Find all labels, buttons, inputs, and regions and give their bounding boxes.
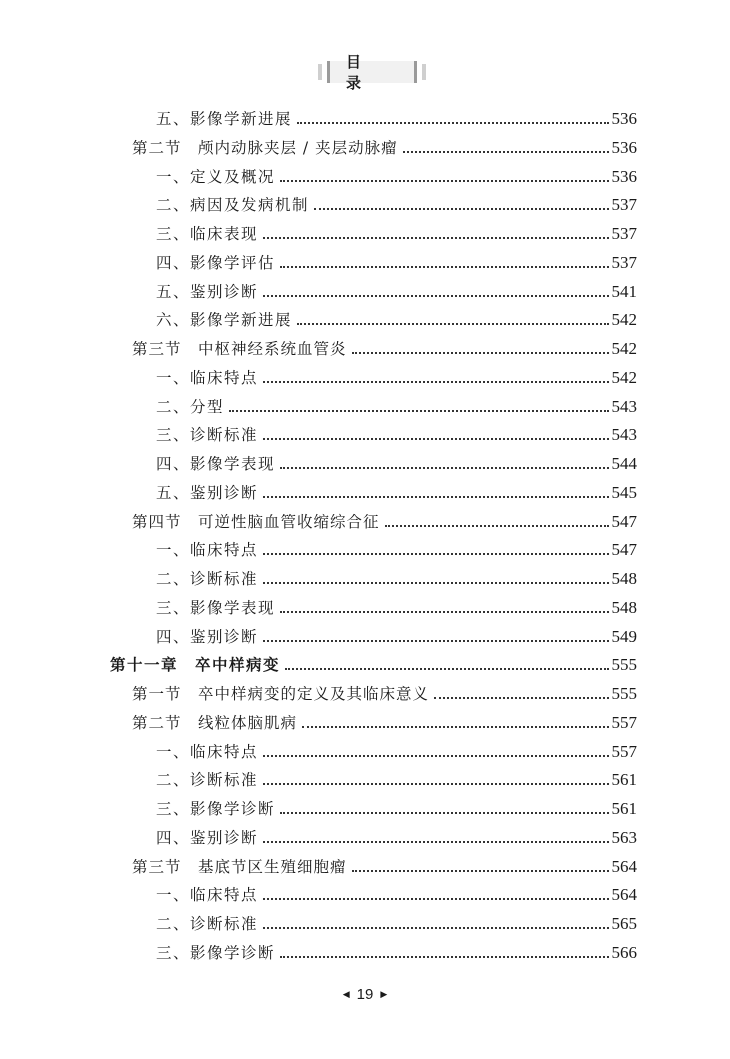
toc-entry-sub[interactable] bbox=[156, 940, 637, 966]
toc-entry-chap[interactable] bbox=[110, 652, 637, 678]
toc-entry-title: 六、影像学新进展 bbox=[156, 311, 293, 330]
dot-leader bbox=[263, 582, 608, 584]
toc-entry-title: 一、临床特点 bbox=[156, 886, 259, 905]
dot-leader bbox=[280, 956, 608, 958]
dot-leader bbox=[352, 352, 609, 354]
dot-leader bbox=[263, 640, 608, 642]
toc-entry-sub[interactable] bbox=[156, 624, 637, 650]
toc-entry-page: 557 bbox=[611, 741, 637, 761]
toc-entry-title: 三、临床表现 bbox=[156, 225, 259, 243]
page-header bbox=[0, 53, 730, 92]
dot-leader bbox=[280, 180, 608, 182]
toc-entry-page: 542 bbox=[611, 339, 637, 358]
toc-entry-page: 555 bbox=[611, 684, 637, 703]
toc-entry-page: 547 bbox=[611, 511, 637, 531]
dot-leader bbox=[297, 122, 608, 124]
toc-entry-sec[interactable] bbox=[132, 135, 637, 161]
toc-entry-page: 564 bbox=[611, 885, 637, 905]
toc-entry-title: 第二节 线粒体脑肌病 bbox=[132, 713, 298, 732]
toc-entry-title: 第三节 基底节区生殖细胞瘤 bbox=[132, 857, 347, 876]
page-footer bbox=[0, 986, 730, 1003]
toc-entry-sub[interactable] bbox=[156, 365, 637, 391]
header-left-bar bbox=[318, 64, 322, 80]
dot-leader bbox=[434, 697, 608, 699]
toc-entry-page: 544 bbox=[611, 454, 637, 473]
toc-entry-title: 五、鉴别诊断 bbox=[156, 483, 259, 502]
toc-entry-page: 557 bbox=[611, 712, 637, 732]
toc-entry-sec[interactable] bbox=[132, 710, 637, 736]
dot-leader bbox=[403, 151, 609, 153]
toc-entry-page: 537 bbox=[611, 252, 637, 272]
dot-leader bbox=[263, 381, 608, 383]
toc-entry-sub[interactable] bbox=[156, 537, 637, 563]
dot-leader bbox=[263, 841, 608, 843]
toc-entry-sub[interactable] bbox=[156, 767, 637, 793]
toc-entry-title: 二、分型 bbox=[156, 397, 225, 416]
toc-entry-sec[interactable] bbox=[132, 509, 637, 535]
toc-entry-sub[interactable] bbox=[156, 250, 637, 276]
toc-entry-title: 第十一章 卒中样病变 bbox=[110, 656, 281, 675]
dot-leader bbox=[263, 438, 608, 440]
toc-entry-page: 536 bbox=[611, 137, 637, 157]
toc-entry-sub[interactable] bbox=[156, 796, 637, 822]
toc-entry-title: 二、诊断标准 bbox=[156, 915, 259, 933]
toc-entry-title: 三、影像学诊断 bbox=[156, 943, 276, 962]
toc-entry-sec[interactable] bbox=[132, 336, 637, 362]
toc-entry-page: 537 bbox=[611, 224, 637, 243]
toc-entry-sub[interactable] bbox=[156, 307, 637, 333]
toc-entry-page: 545 bbox=[611, 482, 637, 502]
page-number: 19 bbox=[356, 986, 374, 1003]
toc-entry-title: 第二节 颅内动脉夹层 / 夹层动脉瘤 bbox=[132, 138, 398, 157]
toc-entry-page: 547 bbox=[611, 540, 637, 560]
toc-entry-page: 536 bbox=[611, 166, 637, 186]
toc-entry-title: 第一节 卒中样病变的定义及其临床意义 bbox=[132, 685, 430, 703]
toc-entry-sub[interactable] bbox=[156, 911, 637, 937]
toc-entry-title: 四、鉴别诊断 bbox=[156, 627, 259, 646]
toc-entry-page: 548 bbox=[611, 569, 637, 588]
dot-leader bbox=[263, 783, 608, 785]
toc-entry-sub[interactable] bbox=[156, 882, 637, 908]
toc-entry-sub[interactable] bbox=[156, 394, 637, 420]
right-triangle-icon: ▶ bbox=[380, 989, 388, 999]
dot-leader bbox=[280, 611, 608, 613]
dot-leader bbox=[352, 870, 609, 872]
toc-entry-page: 566 bbox=[611, 942, 637, 962]
dot-leader bbox=[280, 467, 608, 469]
dot-leader bbox=[263, 755, 608, 757]
toc-entry-title: 三、影像学诊断 bbox=[156, 800, 276, 818]
toc-entry-page: 549 bbox=[611, 626, 637, 646]
toc-entry-page: 565 bbox=[611, 914, 637, 933]
dot-leader bbox=[263, 553, 608, 555]
dot-leader bbox=[263, 496, 608, 498]
toc-entry-page: 548 bbox=[611, 597, 637, 617]
dot-leader bbox=[302, 726, 608, 728]
toc-entry-page: 542 bbox=[611, 310, 637, 330]
dot-leader bbox=[297, 323, 608, 325]
toc-entry-page: 561 bbox=[611, 799, 637, 818]
header-right-bar bbox=[422, 64, 426, 80]
toc-entry-title: 一、临床特点 bbox=[156, 368, 259, 387]
toc-entry-title: 二、病因及发病机制 bbox=[156, 196, 310, 215]
toc-entry-page: 537 bbox=[611, 195, 637, 215]
toc-entry-page: 536 bbox=[611, 109, 637, 128]
toc-entry-page: 542 bbox=[611, 367, 637, 387]
toc-entry-sub[interactable] bbox=[156, 221, 637, 247]
toc-entry-title: 三、诊断标准 bbox=[156, 426, 259, 445]
toc-entry-title: 第四节 可逆性脑血管收缩综合征 bbox=[132, 512, 380, 531]
toc-entry-title: 一、定义及概况 bbox=[156, 167, 276, 186]
dot-leader bbox=[263, 898, 608, 900]
dot-leader bbox=[263, 295, 608, 297]
toc-entry-title: 五、影像学新进展 bbox=[156, 110, 293, 128]
toc-entry-sub[interactable] bbox=[156, 192, 637, 218]
dot-leader bbox=[285, 668, 608, 670]
toc-entry-page: 555 bbox=[611, 655, 637, 675]
toc-entry-title: 二、诊断标准 bbox=[156, 771, 259, 790]
toc-entry-title: 四、影像学评估 bbox=[156, 253, 276, 272]
toc-entry-title: 一、临床特点 bbox=[156, 742, 259, 761]
toc-entry-sec[interactable] bbox=[132, 681, 637, 707]
toc-entry-page: 563 bbox=[611, 827, 637, 847]
toc-entry-sub[interactable] bbox=[156, 739, 637, 765]
toc-entry-sub[interactable] bbox=[156, 451, 637, 477]
dot-leader bbox=[314, 208, 608, 210]
toc-entry-title: 三、影像学表现 bbox=[156, 598, 276, 617]
toc-entry-sub[interactable] bbox=[156, 480, 637, 506]
toc-entry-sub[interactable] bbox=[156, 422, 637, 448]
dot-leader bbox=[229, 410, 608, 412]
toc-entry-page: 541 bbox=[611, 281, 637, 301]
toc-entry-sec[interactable] bbox=[132, 854, 637, 880]
dot-leader bbox=[280, 266, 608, 268]
toc-entry-page: 564 bbox=[611, 856, 637, 876]
toc-entry-sub[interactable] bbox=[156, 566, 637, 592]
toc-entry-sub[interactable] bbox=[156, 106, 637, 132]
toc-entry-page: 543 bbox=[611, 396, 637, 416]
dot-leader bbox=[385, 525, 609, 527]
toc-entry-title: 四、鉴别诊断 bbox=[156, 828, 259, 847]
dot-leader bbox=[280, 812, 608, 814]
toc-entry-page: 561 bbox=[611, 770, 637, 790]
toc-entry-title: 一、临床特点 bbox=[156, 541, 259, 560]
header-title: 目 录 bbox=[327, 61, 417, 83]
toc-entry-page: 543 bbox=[611, 425, 637, 445]
dot-leader bbox=[263, 237, 608, 239]
dot-leader bbox=[263, 927, 608, 929]
left-triangle-icon: ◀ bbox=[342, 989, 350, 999]
toc-entry-sub[interactable] bbox=[156, 595, 637, 621]
toc-entry-title: 四、影像学表现 bbox=[156, 455, 276, 473]
toc-entry-title: 二、诊断标准 bbox=[156, 570, 259, 588]
toc-entry-sub[interactable] bbox=[156, 825, 637, 851]
toc-entry-title: 第三节 中枢神经系统血管炎 bbox=[132, 340, 347, 358]
toc-entry-sub[interactable] bbox=[156, 279, 637, 305]
toc-entry-sub[interactable] bbox=[156, 164, 637, 190]
toc-entry-title: 五、鉴别诊断 bbox=[156, 282, 259, 301]
